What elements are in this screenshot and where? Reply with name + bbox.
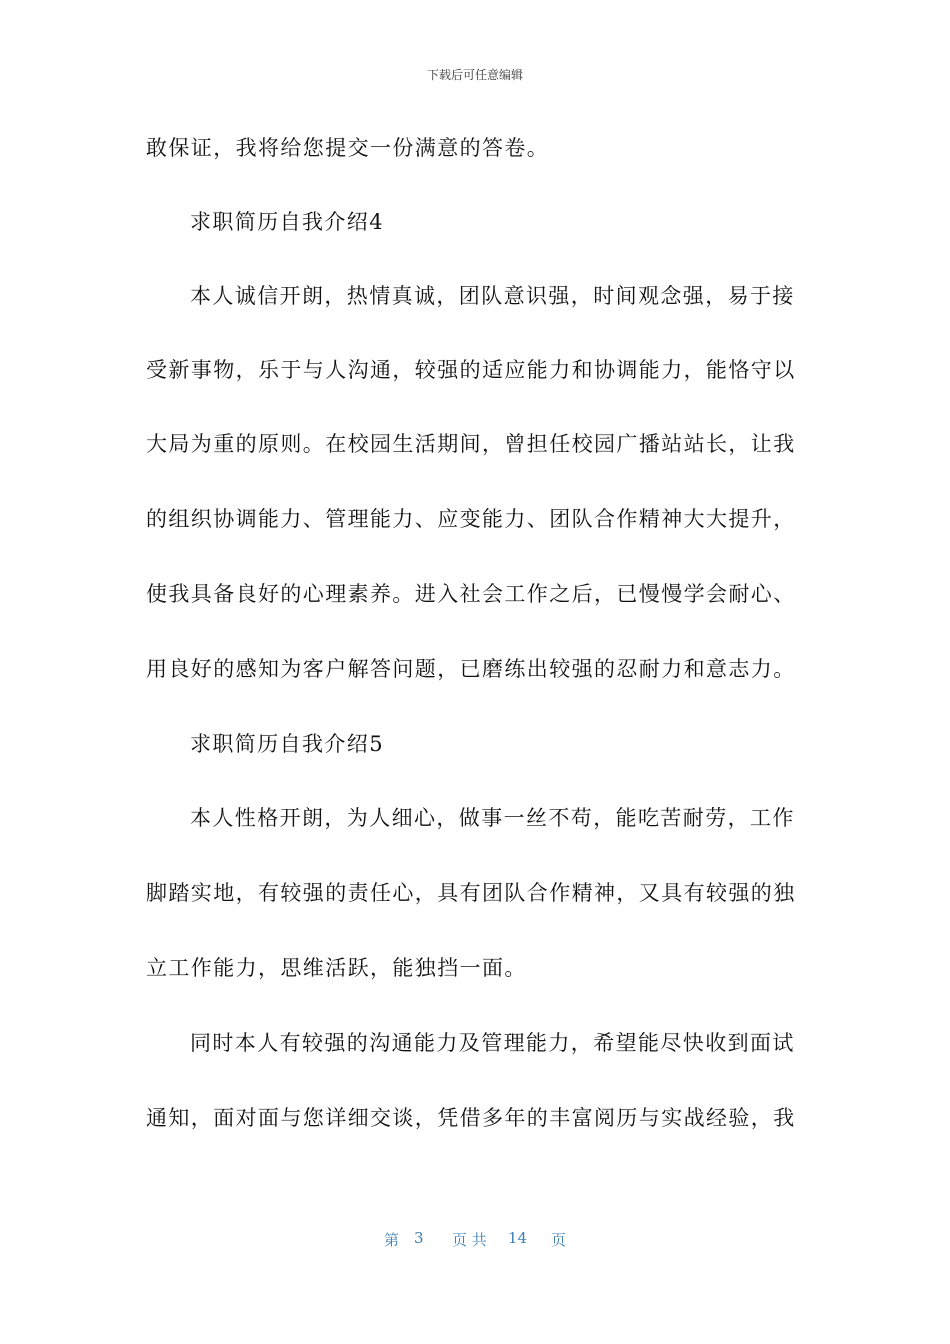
body-line: 用良好的感知为客户解答问题，已磨练出较强的忍耐力和意志力。 <box>146 657 796 681</box>
footer-suffix: 页 <box>551 1231 567 1249</box>
body-line: 同时本人有较强的沟通能力及管理能力，希望能尽快收到面试 <box>190 1031 795 1055</box>
body-line: 立工作能力，思维活跃，能独挡一面。 <box>146 956 527 980</box>
body-line: 的组织协调能力、管理能力、应变能力、团队合作精神大大提升， <box>146 507 796 531</box>
body-line: 本人性格开朗，为人细心，做事一丝不苟，能吃苦耐劳，工作 <box>190 806 795 830</box>
body-line: 大局为重的原则。在校园生活期间，曾担任校园广播站站长，让我 <box>146 432 796 456</box>
body-line: 通知，面对面与您详细交谈，凭借多年的丰富阅历与实战经验，我 <box>146 1106 796 1130</box>
body-line: 敢保证，我将给您提交一份满意的答卷。 <box>146 136 550 160</box>
header-note: 下载后可任意编辑 <box>426 68 523 82</box>
section-heading: 求职简历自我介绍4 <box>190 210 384 234</box>
footer-middle: 页 共 <box>452 1231 487 1249</box>
footer-prefix: 第 <box>384 1231 400 1249</box>
footer-current-page: 3 <box>414 1229 424 1247</box>
section-heading: 求职简历自我介绍5 <box>190 732 384 756</box>
body-line: 脚踏实地，有较强的责任心，具有团队合作精神，又具有较强的独 <box>146 881 796 905</box>
body-line: 使我具备良好的心理素养。进入社会工作之后，已慢慢学会耐心、 <box>146 582 796 606</box>
footer-total-pages: 14 <box>508 1229 528 1247</box>
body-line: 本人诚信开朗，热情真诚，团队意识强，时间观念强，易于接 <box>190 284 795 308</box>
body-line: 受新事物，乐于与人沟通，较强的适应能力和协调能力，能恪守以 <box>146 358 796 382</box>
